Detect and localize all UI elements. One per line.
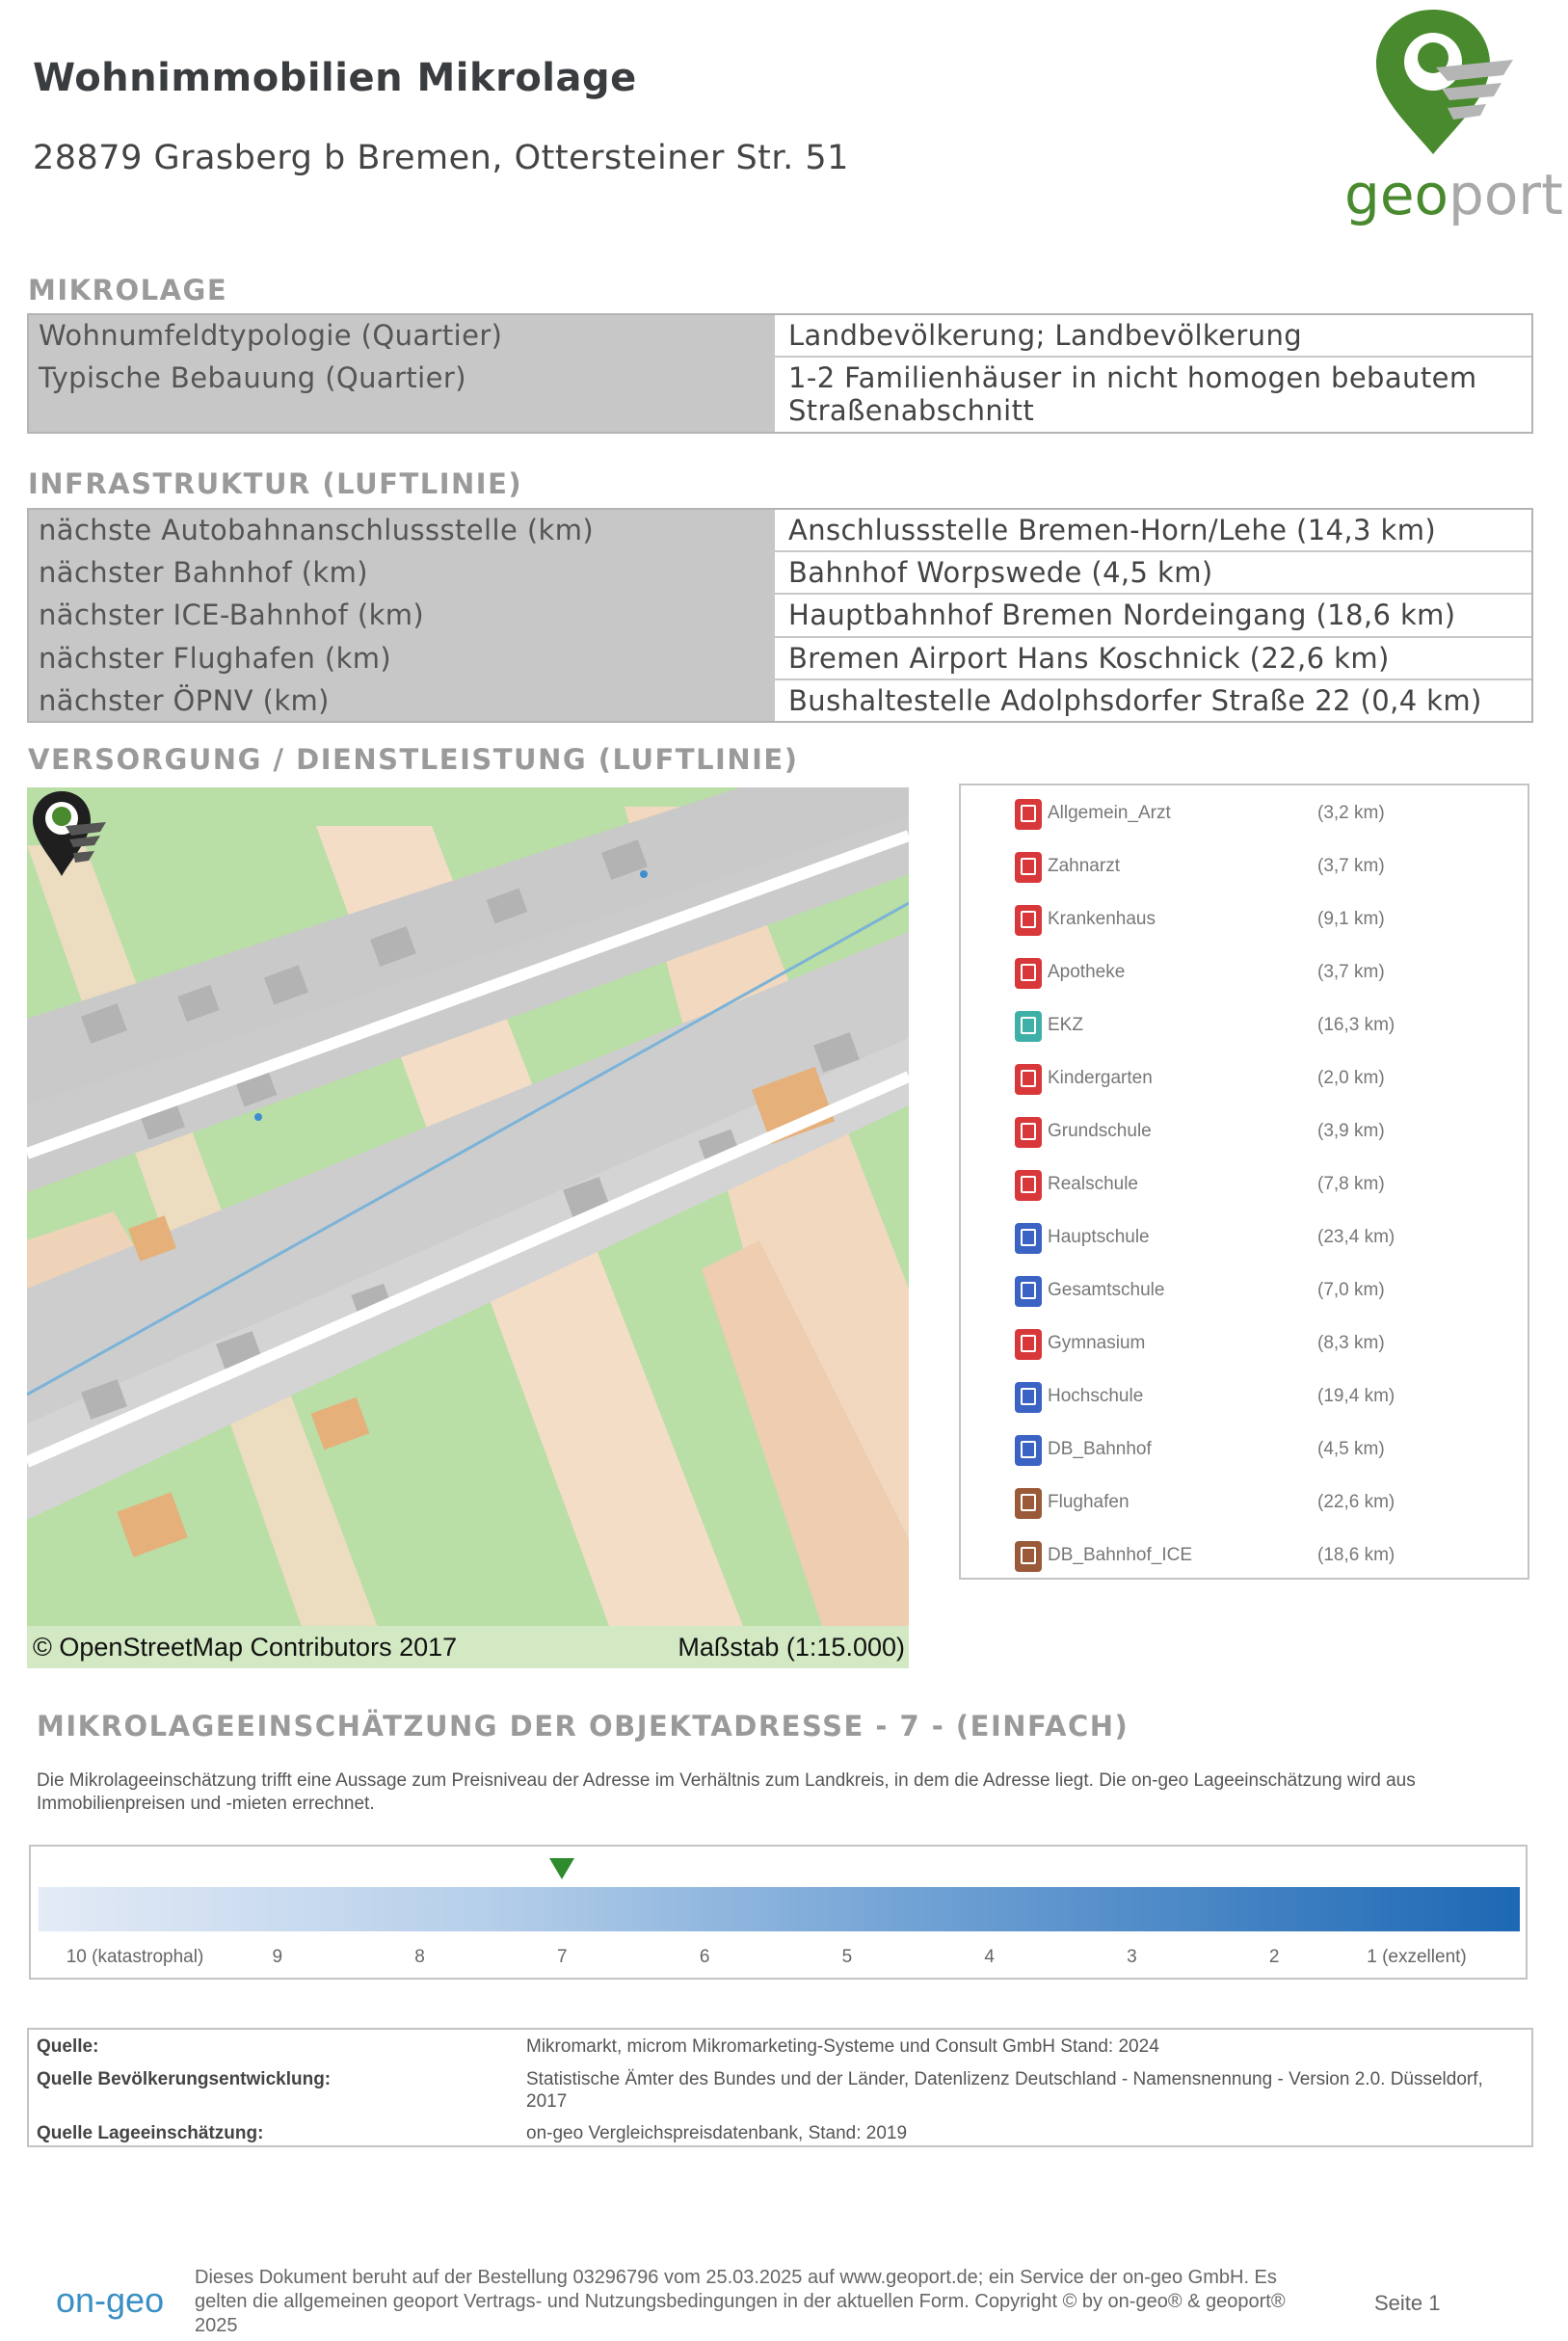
kindergarten-icon xyxy=(1015,1064,1042,1095)
table-value: Hauptbahnhof Bremen Nordeingang (18,6 km) xyxy=(779,595,1531,635)
section-heading-versorgung: VERSORGUNG / DIENSTLEISTUNG (LUFTLINIE) xyxy=(28,743,799,776)
poi-legend xyxy=(959,784,1529,1580)
university-icon xyxy=(1015,1382,1042,1413)
table-row xyxy=(29,315,1531,358)
table-row xyxy=(37,2068,1526,2113)
rating-label: 9 xyxy=(272,1947,283,1967)
comprehensive-school-icon xyxy=(1015,1276,1042,1307)
page-title: Wohnimmobilien Mikrolage xyxy=(33,56,637,100)
poi-name: Kindergarten xyxy=(1048,1068,1153,1088)
poi-distance: (3,2 km) xyxy=(1317,803,1385,823)
table-key: nächster Bahnhof (km) xyxy=(29,552,779,593)
poi-distance: (16,3 km) xyxy=(1317,1015,1395,1035)
rating-gradient-bar xyxy=(39,1887,1520,1931)
table-row xyxy=(29,358,1531,431)
list-item xyxy=(961,852,1528,891)
poi-distance: (7,8 km) xyxy=(1317,1174,1385,1194)
on-geo-logo: on-geo xyxy=(56,2280,165,2320)
poi-name: Apotheke xyxy=(1048,962,1126,982)
list-item xyxy=(961,1382,1528,1421)
list-item xyxy=(961,905,1528,944)
airport-icon xyxy=(1015,1488,1042,1519)
page-number: Seite 1 xyxy=(1374,2291,1441,2315)
table-row xyxy=(37,2035,1526,2058)
section-heading-einschaetzung: MIKROLAGEEINSCHÄTZUNG DER OBJEKTADRESSE - 7 - (EINFACH) xyxy=(37,1710,1129,1742)
property-address: 28879 Grasberg b Bremen, Ottersteiner Str. 51 xyxy=(33,139,849,177)
source-value: Mikromarkt, microm Mikromarketing-Systeme und Consult GmbH Stand: 2024 xyxy=(526,2036,1159,2057)
poi-name: Gesamtschule xyxy=(1048,1280,1165,1300)
doctor-icon xyxy=(1015,799,1042,830)
source-key: Quelle Bevölkerungsentwicklung: xyxy=(37,2069,332,2089)
table-row xyxy=(29,680,1531,721)
section-heading-infrastruktur: INFRASTRUKTUR (LUFTLINIE) xyxy=(28,467,523,500)
table-value: 1-2 Familienhäuser in nicht homogen bebautem Straßenabschnitt xyxy=(779,358,1531,431)
table-key: Wohnumfeldtypologie (Quartier) xyxy=(29,315,779,356)
location-map[interactable] xyxy=(27,787,909,1668)
primary-school-icon xyxy=(1015,1117,1042,1148)
poi-name: Allgemein_Arzt xyxy=(1048,803,1171,823)
rating-label: 3 xyxy=(1127,1947,1137,1967)
poi-name: Gymnasium xyxy=(1048,1333,1146,1353)
source-key: Quelle: xyxy=(37,2036,99,2057)
shopping-center-icon xyxy=(1015,1011,1042,1042)
poi-name: Grundschule xyxy=(1048,1121,1152,1141)
location-marker-icon xyxy=(27,787,114,893)
table-key: Typische Bebauung (Quartier) xyxy=(29,358,779,431)
table-row xyxy=(29,510,1531,552)
rating-label: 2 xyxy=(1268,1947,1280,1967)
poi-distance: (22,6 km) xyxy=(1317,1492,1395,1512)
list-item xyxy=(961,1488,1528,1527)
map-tiles xyxy=(27,787,909,1668)
table-key: nächster ÖPNV (km) xyxy=(29,680,779,721)
poi-distance: (2,0 km) xyxy=(1317,1068,1385,1088)
source-value: on-geo Vergleichspreisdatenbank, Stand: 2019 xyxy=(526,2123,908,2143)
table-value: Landbevölkerung; Landbevölkerung xyxy=(779,315,1531,356)
poi-distance: (9,1 km) xyxy=(1317,909,1385,929)
einschaetzung-description: Die Mikrolageeinschätzung trifft eine Aussage zum Preisniveau der Adresse im Verhältnis zum Landkreis, in dem die Adresse liegt. Die on-geo Lageeinschätzung wird aus Immobilienpreisen und -mieten errechnet. xyxy=(37,1770,1416,1814)
poi-name: Hochschule xyxy=(1048,1386,1144,1406)
poi-distance: (8,3 km) xyxy=(1317,1333,1385,1353)
rating-label: 8 xyxy=(414,1947,425,1967)
poi-name: Zahnarzt xyxy=(1048,856,1120,876)
poi-name: DB_Bahnhof xyxy=(1048,1439,1152,1459)
infrastruktur-table xyxy=(27,508,1533,723)
list-item xyxy=(961,799,1528,838)
pharmacy-icon xyxy=(1015,958,1042,989)
map-copyright: © OpenStreetMap Contributors 2017 xyxy=(33,1633,458,1662)
table-value: Bushaltestelle Adolphsdorfer Straße 22 (0,4 km) xyxy=(779,680,1531,721)
table-row xyxy=(37,2122,1526,2144)
poi-distance: (18,6 km) xyxy=(1317,1545,1395,1565)
rating-label: 10 (katastrophal) xyxy=(66,1947,204,1967)
poi-distance: (19,4 km) xyxy=(1317,1386,1395,1406)
secondary-school-icon xyxy=(1015,1170,1042,1201)
poi-name: Flughafen xyxy=(1048,1492,1129,1512)
list-item xyxy=(961,1117,1528,1156)
table-key: nächster Flughafen (km) xyxy=(29,638,779,678)
sources-table xyxy=(27,2028,1533,2147)
source-key: Quelle Lageeinschätzung: xyxy=(37,2123,264,2143)
grammar-school-icon xyxy=(1015,1329,1042,1360)
geoport-logo-text: geoport xyxy=(1344,162,1563,227)
table-value: Anschlussstelle Bremen-Horn/Lehe (14,3 km) xyxy=(779,510,1531,550)
ice-station-icon xyxy=(1015,1541,1042,1572)
list-item xyxy=(961,1064,1528,1103)
rating-label: 5 xyxy=(841,1947,853,1967)
section-heading-mikrolage: MIKROLAGE xyxy=(28,274,228,306)
rating-scale xyxy=(29,1845,1528,1980)
poi-distance: (3,9 km) xyxy=(1317,1121,1385,1141)
poi-name: DB_Bahnhof_ICE xyxy=(1048,1545,1192,1565)
list-item xyxy=(961,1276,1528,1315)
rating-label: 4 xyxy=(984,1947,995,1967)
list-item xyxy=(961,1435,1528,1474)
poi-name: Krankenhaus xyxy=(1048,909,1156,929)
train-station-icon xyxy=(1015,1435,1042,1466)
mikrolage-table xyxy=(27,313,1533,434)
dentist-icon xyxy=(1015,852,1042,883)
table-value: Bremen Airport Hans Koschnick (22,6 km) xyxy=(779,638,1531,678)
table-row xyxy=(29,552,1531,595)
poi-distance: (3,7 km) xyxy=(1317,962,1385,982)
map-scale: Maßstab (1:15.000) xyxy=(678,1633,905,1662)
table-value: Bahnhof Worpswede (4,5 km) xyxy=(779,552,1531,593)
list-item xyxy=(961,958,1528,997)
poi-name: Hauptschule xyxy=(1048,1227,1150,1247)
footer-disclaimer: Dieses Dokument beruht auf der Bestellung 03296796 vom 25.03.2025 auf www.geoport.de; ein Service der on-geo GmbH. Es gelten die allgemeinen geoport Vertrags- und Nutzungsbedingungen in der aktuellen Form. Copyright © by on-geo® & geoport® 2025 xyxy=(195,2267,1286,2336)
list-item xyxy=(961,1223,1528,1262)
poi-distance: (7,0 km) xyxy=(1317,1280,1385,1300)
rating-label: 1 (exzellent) xyxy=(1367,1947,1467,1967)
poi-distance: (3,7 km) xyxy=(1317,856,1385,876)
poi-name: EKZ xyxy=(1048,1015,1083,1035)
list-item xyxy=(961,1011,1528,1050)
list-item xyxy=(961,1329,1528,1368)
list-item xyxy=(961,1170,1528,1209)
rating-label: 7 xyxy=(557,1947,568,1967)
table-key: nächster ICE-Bahnhof (km) xyxy=(29,595,779,635)
table-row xyxy=(29,638,1531,680)
poi-distance: (23,4 km) xyxy=(1317,1227,1395,1247)
poi-distance: (4,5 km) xyxy=(1317,1439,1385,1459)
rating-label: 6 xyxy=(699,1947,710,1967)
hospital-icon xyxy=(1015,905,1042,936)
list-item xyxy=(961,1541,1528,1580)
table-key: nächste Autobahnanschlussstelle (km) xyxy=(29,510,779,550)
school-icon xyxy=(1015,1223,1042,1254)
poi-name: Realschule xyxy=(1048,1174,1138,1194)
rating-pointer-icon xyxy=(549,1858,574,1879)
source-value: Statistische Ämter des Bundes und der Länder, Datenlizenz Deutschland - Namensnennung - Version 2.0. Düsseldorf, 2017 xyxy=(526,2069,1483,2112)
table-row xyxy=(29,595,1531,637)
